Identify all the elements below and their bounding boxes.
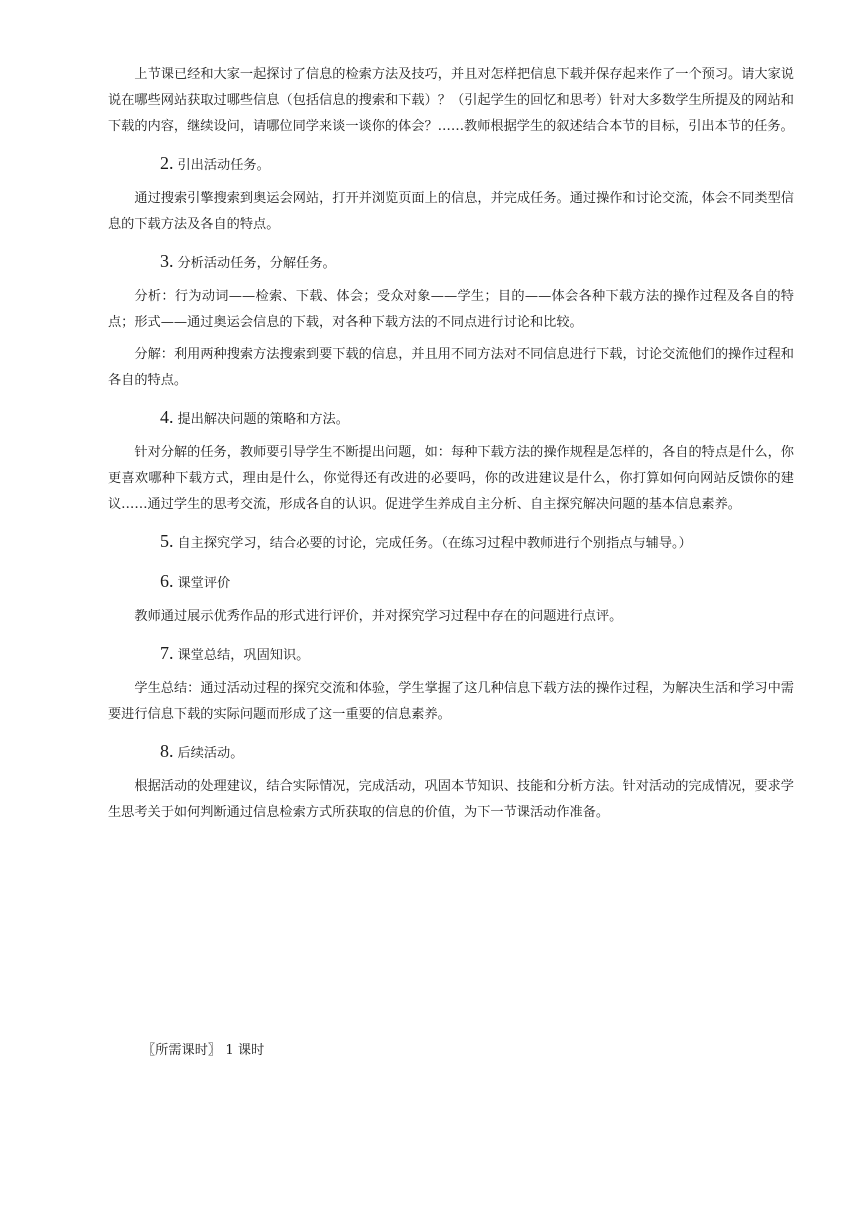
section-number: 4. — [160, 407, 174, 427]
section-title: 提出解决问题的策略和方法。 — [177, 412, 349, 427]
section-7-paragraph: 学生总结：通过活动过程的探究交流和体验，学生掌握了这几种信息下载方法的操作过程，为解决生活和学习中需要进行信息下载的实际问题而形成了这一重要的信息素养。 — [108, 681, 794, 722]
section-3-analysis-paragraph: 分析：行为动词——检索、下载、体会；受众对象——学生；目的——体会各种下载方法的操作过程及各自的特点；形式——通过奥运会信息的下载，对各种下载方法的不同点进行讨论和比较。 — [108, 289, 794, 330]
section-title: 后续活动。 — [177, 746, 244, 761]
section-number: 5. — [160, 531, 174, 551]
section-heading-4 — [108, 400, 794, 434]
section-heading-5 — [108, 524, 794, 558]
section-3-decompose-paragraph: 分解：利用两种搜索方法搜索到要下载的信息，并且用不同方法对不同信息进行下载，讨论交流他们的操作过程和各自的特点。 — [108, 347, 794, 388]
section-6-paragraph: 教师通过展示优秀作品的形式进行评价，并对探究学习过程中存在的问题进行点评。 — [134, 609, 623, 624]
section-title: 课堂评价 — [177, 576, 231, 591]
intro-paragraph: 上节课已经和大家一起探讨了信息的检索方法及技巧，并且对怎样把信息下载并保存起来作了一个预习。请大家说说在哪些网站获取过哪些信息（包括信息的搜索和下载）？（引起学生的回忆和思考）针对大多数学生所提及的网站和下载的内容，继续设问，请哪位同学来谈一谈你的体会？……教师根据学生的叙述结合本节的目标，引出本节的任务。 — [108, 67, 794, 134]
class-hours-note: 〖所需课时〗 1 课时 — [142, 1043, 265, 1058]
section-heading-2 — [108, 146, 794, 180]
section-2-paragraph: 通过搜索引擎搜索到奥运会网站，打开并浏览页面上的信息，并完成任务。通过操作和讨论交流，体会不同类型信息的下载方法及各自的特点。 — [108, 191, 794, 232]
section-title: 自主探究学习，结合必要的讨论，完成任务。（在练习过程中教师进行个别指点与辅导。） — [177, 536, 692, 551]
section-title: 引出活动任务。 — [177, 158, 270, 173]
section-8-paragraph: 根据活动的处理建议，结合实际情况，完成活动，巩固本节知识、技能和分析方法。针对活动的完成情况，要求学生思考关于如何判断通过信息检索方式所获取的信息的价值，为下一节课活动作准备。 — [108, 779, 794, 820]
section-title: 分析活动任务，分解任务。 — [177, 256, 336, 271]
section-4-paragraph: 针对分解的任务，教师要引导学生不断提出问题，如：每种下载方法的操作规程是怎样的，各自的特点是什么，你更喜欢哪种下载方式，理由是什么，你觉得还有改进的必要吗，你的改进建议是什么，你打算如何向网站反馈你的建议……通过学生的思考交流，形成各自的认识。促进学生养成自主分析、自主探究解决问题的基本信息素养。 — [108, 445, 794, 512]
section-number: 8. — [160, 741, 174, 761]
document-body — [108, 62, 794, 826]
section-title: 课堂总结，巩固知识。 — [177, 648, 310, 663]
section-number: 7. — [160, 643, 174, 663]
section-heading-8 — [108, 734, 794, 768]
section-heading-3 — [108, 244, 794, 278]
section-number: 6. — [160, 571, 174, 591]
section-heading-6 — [108, 564, 794, 598]
section-heading-7 — [108, 636, 794, 670]
section-number: 2. — [160, 153, 174, 173]
section-number: 3. — [160, 251, 174, 271]
